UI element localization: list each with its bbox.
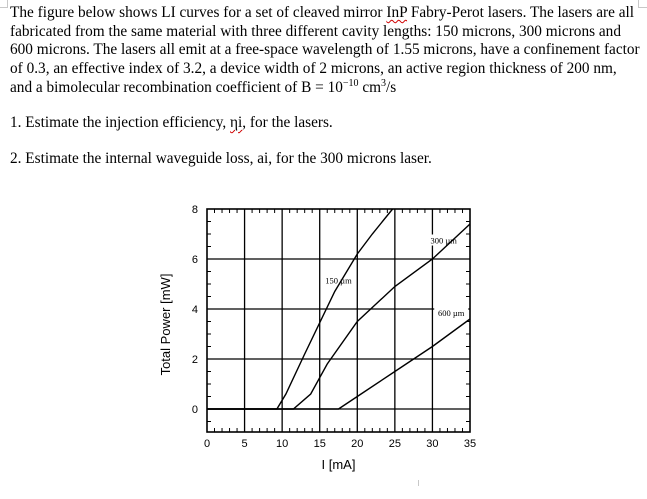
unit-exponent: 3 bbox=[381, 77, 387, 89]
x-tick-label: 5 bbox=[241, 438, 248, 450]
paragraph-text: The figure below shows LI curves for a set of cleaved mirror bbox=[10, 4, 387, 21]
curve-label: 600 µm bbox=[438, 308, 465, 318]
y-tick-label: 6 bbox=[191, 254, 198, 266]
unit-text: /s bbox=[386, 78, 397, 96]
spellcheck-flagged-word[interactable]: InP bbox=[386, 4, 408, 21]
y-tick-label: 0 bbox=[191, 404, 198, 416]
curve-label: 150 µm bbox=[325, 275, 352, 286]
question-text: , for the lasers. bbox=[242, 114, 333, 131]
unit-text: cm bbox=[358, 78, 382, 96]
x-tick-label: 15 bbox=[313, 438, 326, 450]
x-tick-label: 35 bbox=[463, 438, 477, 450]
question-1 bbox=[10, 114, 333, 132]
paragraph-text: Fabry-Perot lasers. The lasers are all fabricated from the same material with three different cavity lengths: 150 microns, 300 microns and 600 microns. The lasers all emit at a free-space wavelength of 1.55 microns, have a confinement factor of 0.3, an effective index of 3.2, a device width of 2 microns, an active region thickness of 200 nm, and a bimolecular recombination coefficient of B = 10 bbox=[10, 4, 640, 96]
problem-paragraph bbox=[10, 4, 640, 98]
chart-canvas bbox=[150, 195, 480, 485]
spellcheck-flagged-word[interactable]: ηi bbox=[230, 114, 243, 131]
page-corner-marker bbox=[0, 0, 8, 8]
x-tick-label: 0 bbox=[203, 438, 211, 450]
li-curve-chart bbox=[150, 195, 480, 485]
x-tick-label: 30 bbox=[426, 438, 439, 450]
x-tick-label: 10 bbox=[276, 438, 289, 450]
y-tick-label: 4 bbox=[191, 304, 198, 316]
y-tick-label: 8 bbox=[191, 204, 198, 216]
y-axis-title: Total Power [mW] bbox=[158, 273, 173, 376]
exponent: −10 bbox=[342, 77, 359, 89]
x-tick-label: 20 bbox=[351, 438, 364, 450]
x-tick-label: 25 bbox=[388, 438, 401, 450]
question-text: 1. Estimate the injection efficiency, bbox=[10, 114, 231, 131]
curve-label: 300 µm bbox=[430, 235, 457, 246]
y-tick-label: 2 bbox=[191, 354, 198, 366]
li-curve-600um bbox=[207, 319, 470, 409]
li-curve-300um bbox=[207, 224, 470, 409]
x-axis-title: I [mA] bbox=[321, 457, 356, 472]
question-2: 2. Estimate the internal waveguide loss, ai, for the 300 microns laser. bbox=[10, 150, 432, 167]
